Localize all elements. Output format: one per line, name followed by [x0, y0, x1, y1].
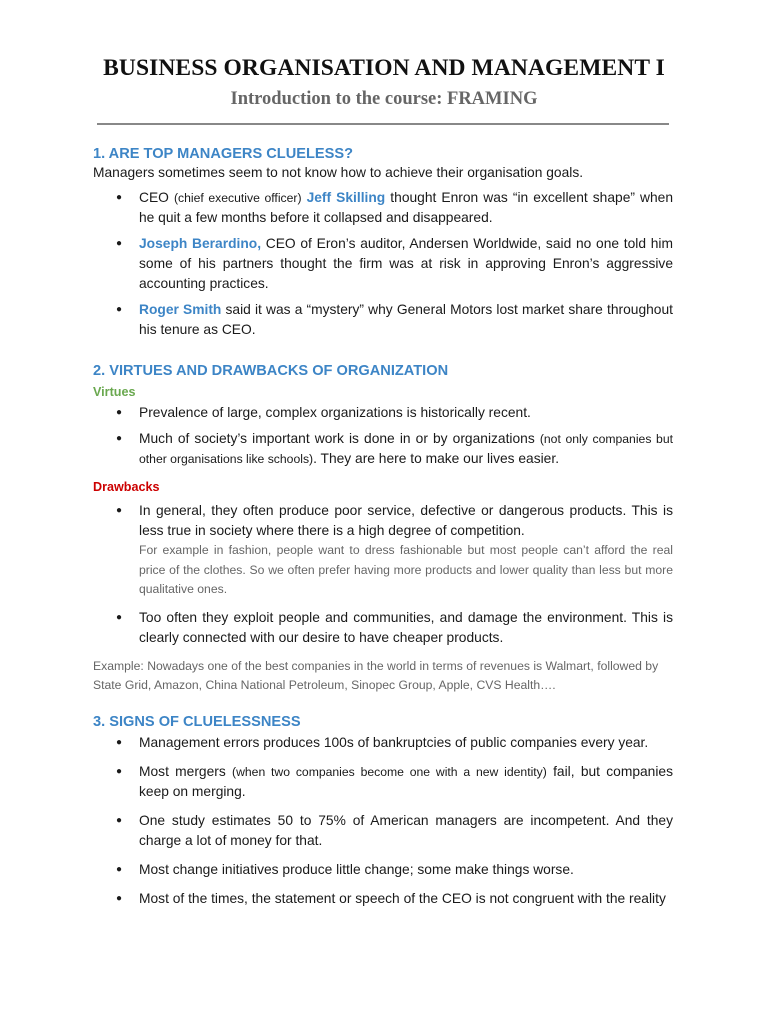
virtues-label: Virtues	[93, 385, 136, 399]
list-item	[93, 429, 673, 469]
list-item: ● Most change initiatives produce little change; some make things worse.	[93, 860, 673, 880]
document-title: BUSINESS ORGANISATION AND MANAGEMENT I	[103, 55, 665, 81]
parenthetical: (chief executive officer)	[173, 191, 302, 205]
list-item: ● Prevalence of large, complex organizations is historically recent.	[93, 403, 673, 423]
title-divider	[97, 123, 669, 125]
section-1-heading: 1. ARE TOP MANAGERS CLUELESS?	[93, 146, 354, 162]
text: said it was a “mystery” why General Motors lost market share throughout his tenure as CEO.	[139, 302, 673, 337]
section-3-list	[93, 733, 673, 909]
document-subtitle: Introduction to the course: FRAMING	[230, 89, 538, 109]
section-1-list	[93, 188, 673, 340]
text: thought Enron was “in excellent shape” when he quit a few months before it collapsed and disappeared.	[139, 190, 674, 225]
list-item: ● Management errors produces 100s of bankruptcies of public companies every year.	[93, 733, 673, 753]
virtues-list	[93, 403, 673, 469]
list-item: ● Too often they exploit people and communities, and damage the environment. This is clearly connected with our desire to have cheaper products.	[93, 608, 673, 648]
parenthetical: (not only companies but other organisations like schools)	[139, 432, 673, 466]
example-paragraph: Example: Nowadays one of the best companies in the world in terms of revenues is Walmart, followed by State Grid, Amazon, China National Petroleum, Sinopec Group, Apple, CVS Health….	[93, 658, 659, 692]
example-note: For example in fashion, people want to dress fashionable but most people can’t afford the real price of the clothes. So we often prefer having more products and lower quality than less but more qualitative ones.	[139, 543, 673, 596]
list-item	[93, 300, 673, 340]
text: Most mergers	[139, 763, 233, 779]
section-3-heading: 3. SIGNS OF CLUELESSNESS	[93, 713, 301, 730]
drawbacks-list	[93, 501, 673, 648]
text: CEO	[139, 190, 174, 205]
parenthetical: (when two companies become one with a new identity)	[232, 764, 547, 779]
person-name: Joseph Berardino,	[139, 236, 262, 251]
list-item	[93, 501, 673, 600]
text: fail, but companies keep on merging.	[139, 763, 673, 799]
person-name: Jeff Skilling	[306, 190, 386, 205]
list-item	[93, 234, 673, 294]
drawbacks-label: Drawbacks	[93, 480, 160, 494]
person-name: Roger Smith	[139, 302, 222, 317]
section-1-intro: Managers sometimes seem to not know how to achieve their organisation goals.	[93, 165, 584, 180]
list-item: ● One study estimates 50 to 75% of American managers are incompetent. And they charge a lot of money for that.	[93, 811, 673, 851]
document-body	[93, 145, 673, 909]
section-2-heading: 2. VIRTUES AND DRAWBACKS OF ORGANIZATION	[93, 363, 449, 379]
text: . They are here to make our lives easier.	[313, 451, 560, 466]
list-item	[93, 762, 673, 802]
text: In general, they often produce poor service, defective or dangerous products. This is less true in society where there is a high degree of competition.	[139, 503, 673, 538]
list-item	[93, 188, 673, 228]
text: Much of society’s important work is done in or by organizations	[139, 431, 540, 446]
list-item: ● Most of the times, the statement or speech of the CEO is not congruent with the reality	[93, 889, 673, 909]
text: CEO of Eron’s auditor, Andersen Worldwide, said no one told him some of his partners thought the firm was at risk in approving Enron’s aggressive accounting practices.	[139, 236, 673, 291]
